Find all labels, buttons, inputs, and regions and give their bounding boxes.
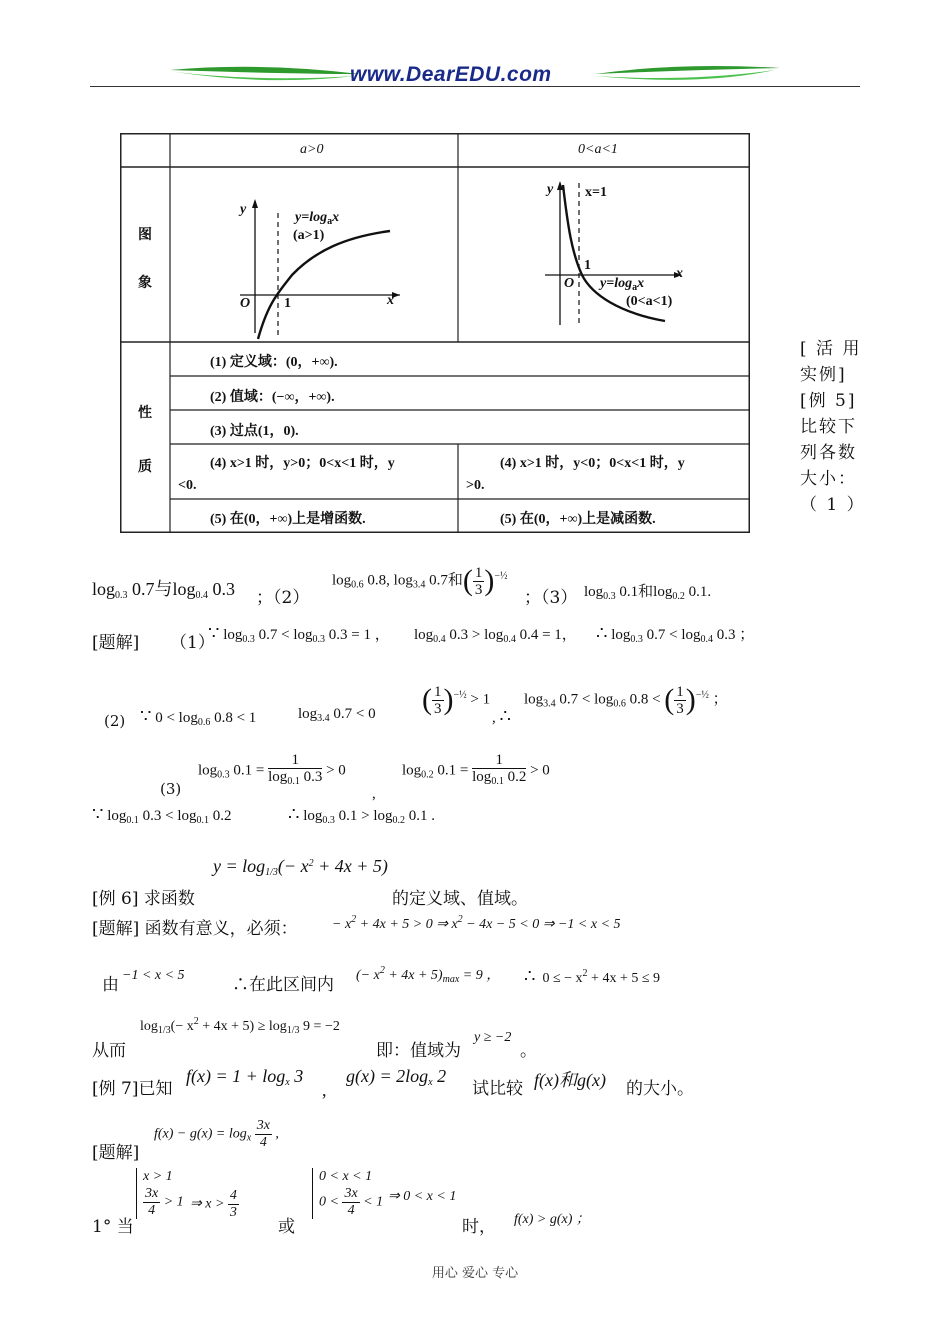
ex5-sol2-e: $\log_{3.4} 0.7 < \log_{0.6} 0.8$ < ( $\frac{1}{3}$ )$^{-\frac{1}{2}}$ ； xyxy=(524,683,728,717)
curve-label-left: $y=\log_ax$ xyxy=(295,210,340,227)
ex6-max: (− $x^2 + 4x + 5)_{max} = 9$ ， xyxy=(356,965,501,985)
asymptote-label: x=1 xyxy=(585,185,607,200)
ex5-q2: $\log_{0.6} 0.8$, $\log_{3.4} 0.7$和( $\frac{1}{3}$ )$^{-\frac{1}{2}}$ xyxy=(332,564,508,598)
ex5-sol2-c: ( $\frac{1}{3}$ )$^{-\frac{1}{2}}$ > 1 xyxy=(422,683,491,717)
ex6-end: 。 xyxy=(520,1041,537,1061)
ex7-g: $g(x) = 2\log_x$ 2 xyxy=(346,1066,447,1088)
axis-x-label-right: x xyxy=(676,266,683,281)
label-prop-1: 性 xyxy=(138,406,152,421)
header-a-gt-0: a>0 xyxy=(300,142,324,157)
label-graph-2: 象 xyxy=(138,276,152,291)
ex5-part1-label: （1） xyxy=(170,633,215,653)
ex5-sol3-a: $\log_{0.3} 0.1$ = $\frac{1}{\log_{0.1} 0.3}$ > 0 xyxy=(198,752,346,787)
ex5-q1: $\log_{0.3} 0.7$与$\log_{0.4} 0.3$ xyxy=(92,579,236,601)
property-4-left-1: (4) x>1 时，y>0；0<x<1 时，y xyxy=(210,456,395,471)
property-1: (1) 定义域：(0，+∞). xyxy=(210,355,338,370)
side-column-text: [ 活 用 实例] [例 5] 比较下 列各数 大小： （ 1 ） xyxy=(800,339,866,515)
ex5-q3-label: ；（3） xyxy=(524,588,578,608)
property-5-right: (5) 在(0，+∞)上是减函数. xyxy=(500,512,656,527)
property-5-left: (5) 在(0，+∞)上是增函数. xyxy=(210,512,366,527)
ex5-sol1-c: ∴ $\log_{0.3} 0.7 < \log_{0.4} 0.3$ ； xyxy=(596,623,755,645)
ex6-tail: 的定义域、值域。 xyxy=(392,889,528,909)
ex6-label: [例 6] 求函数 xyxy=(92,889,195,909)
axis-y-label: y xyxy=(240,202,247,217)
ex5-sol2-a: ∵ $0 < \log_{0.6} 0.8 < 1$ xyxy=(140,706,257,728)
origin-label: O xyxy=(240,296,251,311)
ex5-sol3-d: ∴ $\log_{0.3} 0.1 > \log_{0.2} 0.1$ . xyxy=(288,804,436,826)
ex6-thus: 从而 xyxy=(92,1041,126,1061)
ex6-log-bound: $\log_{1/3}(- x^2 + 4x + 5) \ge \log_{1/3} 9 = -2$ xyxy=(140,1016,340,1036)
ex5-q2-label: ；（2） xyxy=(256,588,310,608)
ex6-solution: [题解] 函数有意义，必须： xyxy=(92,919,298,939)
property-2: (2) 值域：(−∞，+∞). xyxy=(210,390,335,405)
ex7-compare: 试比较 xyxy=(472,1079,523,1099)
ex7-tail: 的大小。 xyxy=(626,1079,694,1099)
ex6-in-interval: ∴在此区间内 xyxy=(232,975,334,995)
label-prop-2: 质 xyxy=(138,460,152,475)
axis-x-label: x xyxy=(387,293,394,308)
ex6-range-bound: ∴ 0 ≤ − $x^2 + 4x + 5 \le 9$ xyxy=(524,966,661,986)
page-footer: 用心 爱心 专心 xyxy=(431,1266,519,1281)
ex6-interval: −1 < x < 5 xyxy=(122,968,185,983)
ex6-range-text: 即：值域为 xyxy=(376,1041,461,1061)
ex7-case1-system: x > 1 $\frac{3x}{4}$ > 1 xyxy=(136,1168,184,1219)
ex7-case1-conclusion: f(x) > g(x) ； xyxy=(514,1212,590,1227)
ex5-part3-label: (3) xyxy=(160,780,182,798)
ex5-sol2-b: $\log_{3.4} 0.7 < 0$ xyxy=(298,706,376,724)
ex7-case1: 1° 当 xyxy=(92,1217,134,1237)
property-4-left-2: <0. xyxy=(178,478,197,493)
ex7-case2-result: ⇒ 0 < x < 1 xyxy=(388,1189,457,1204)
ex5-sol3-c: ∵ $\log_{0.1} 0.3 < \log_{0.1} 0.2$ xyxy=(92,804,232,826)
condition-right: (0<a<1) xyxy=(626,294,673,309)
ex5-solution-label: [题解] xyxy=(92,633,140,653)
one-label-right: 1 xyxy=(584,258,591,273)
ex5-sol1-a: ∵ $\log_{0.3} 0.7 < \log_{0.3} 0.3 = 1$ ， xyxy=(208,623,390,645)
origin-label-right: O xyxy=(564,276,575,291)
ex5-sol3-comma: , xyxy=(372,786,376,802)
curve-label-right: $y=\log_ax$ xyxy=(600,276,645,293)
condition-left: (a>1) xyxy=(293,228,325,243)
ex7-or: 或 xyxy=(278,1217,295,1237)
property-4-right-1: (4) x>1 时，y<0；0<x<1 时，y xyxy=(500,456,685,471)
ex6-range: y ≥ −2 xyxy=(474,1030,512,1045)
ex7-comma: , xyxy=(322,1080,327,1100)
ex7-difference: $f(x) - g(x) = \log_x$ $\frac{3x}{4}$ , xyxy=(154,1118,279,1150)
ex6-domain-inequality: − $x^2 + 4x + 5 > 0$ ⇒ $x^2 - 4x - 5 < 0$ ⇒ −1 < x < 5 xyxy=(332,914,621,932)
ex6-function: $y = \log_{1/3}(- x^2 + 4x + 5)$ xyxy=(213,856,388,878)
ex7-case1-result: ⇒ x > $\frac{4}{3}$ xyxy=(190,1188,237,1220)
property-3: (3) 过点(1，0). xyxy=(210,424,299,439)
ex7-solution-label: [题解] xyxy=(92,1143,140,1163)
ex5-sol2-d: , ∴ xyxy=(492,706,511,726)
property-4-right-2: >0. xyxy=(466,478,485,493)
ex7-f: $f(x) = 1 + \log_x 3$ xyxy=(186,1066,304,1088)
header-0-lt-a-lt-1: 0<a<1 xyxy=(578,142,618,157)
ex7-case2-system: 0 < x < 1 0 < $\frac{3x}{4}$ < 1 xyxy=(312,1168,383,1219)
log-function-table xyxy=(120,133,750,533)
one-label: 1 xyxy=(284,296,291,311)
axis-y-label-right: y xyxy=(547,182,554,197)
label-graph-1: 图 xyxy=(138,228,152,243)
ex7-when: 时， xyxy=(462,1217,496,1237)
ex7-label: [例 7]已知 xyxy=(92,1079,173,1099)
ex5-sol1-b: $\log_{0.4} 0.3 > \log_{0.4} 0.4 = 1$， xyxy=(414,627,577,645)
ex5-q3: $\log_{0.3} 0.1$和$\log_{0.2} 0.1$. xyxy=(584,584,712,602)
ex5-part2-label: (2) xyxy=(104,712,126,730)
ex6-from: 由 xyxy=(102,975,119,995)
ex7-fg: f(x)和g(x) xyxy=(534,1070,606,1090)
site-logo-text[interactable]: www.DearEDU.com xyxy=(350,63,552,86)
header-divider xyxy=(90,86,860,87)
ex5-sol3-b: $\log_{0.2} 0.1$ = $\frac{1}{\log_{0.1} 0.2}$ > 0 xyxy=(402,752,550,787)
